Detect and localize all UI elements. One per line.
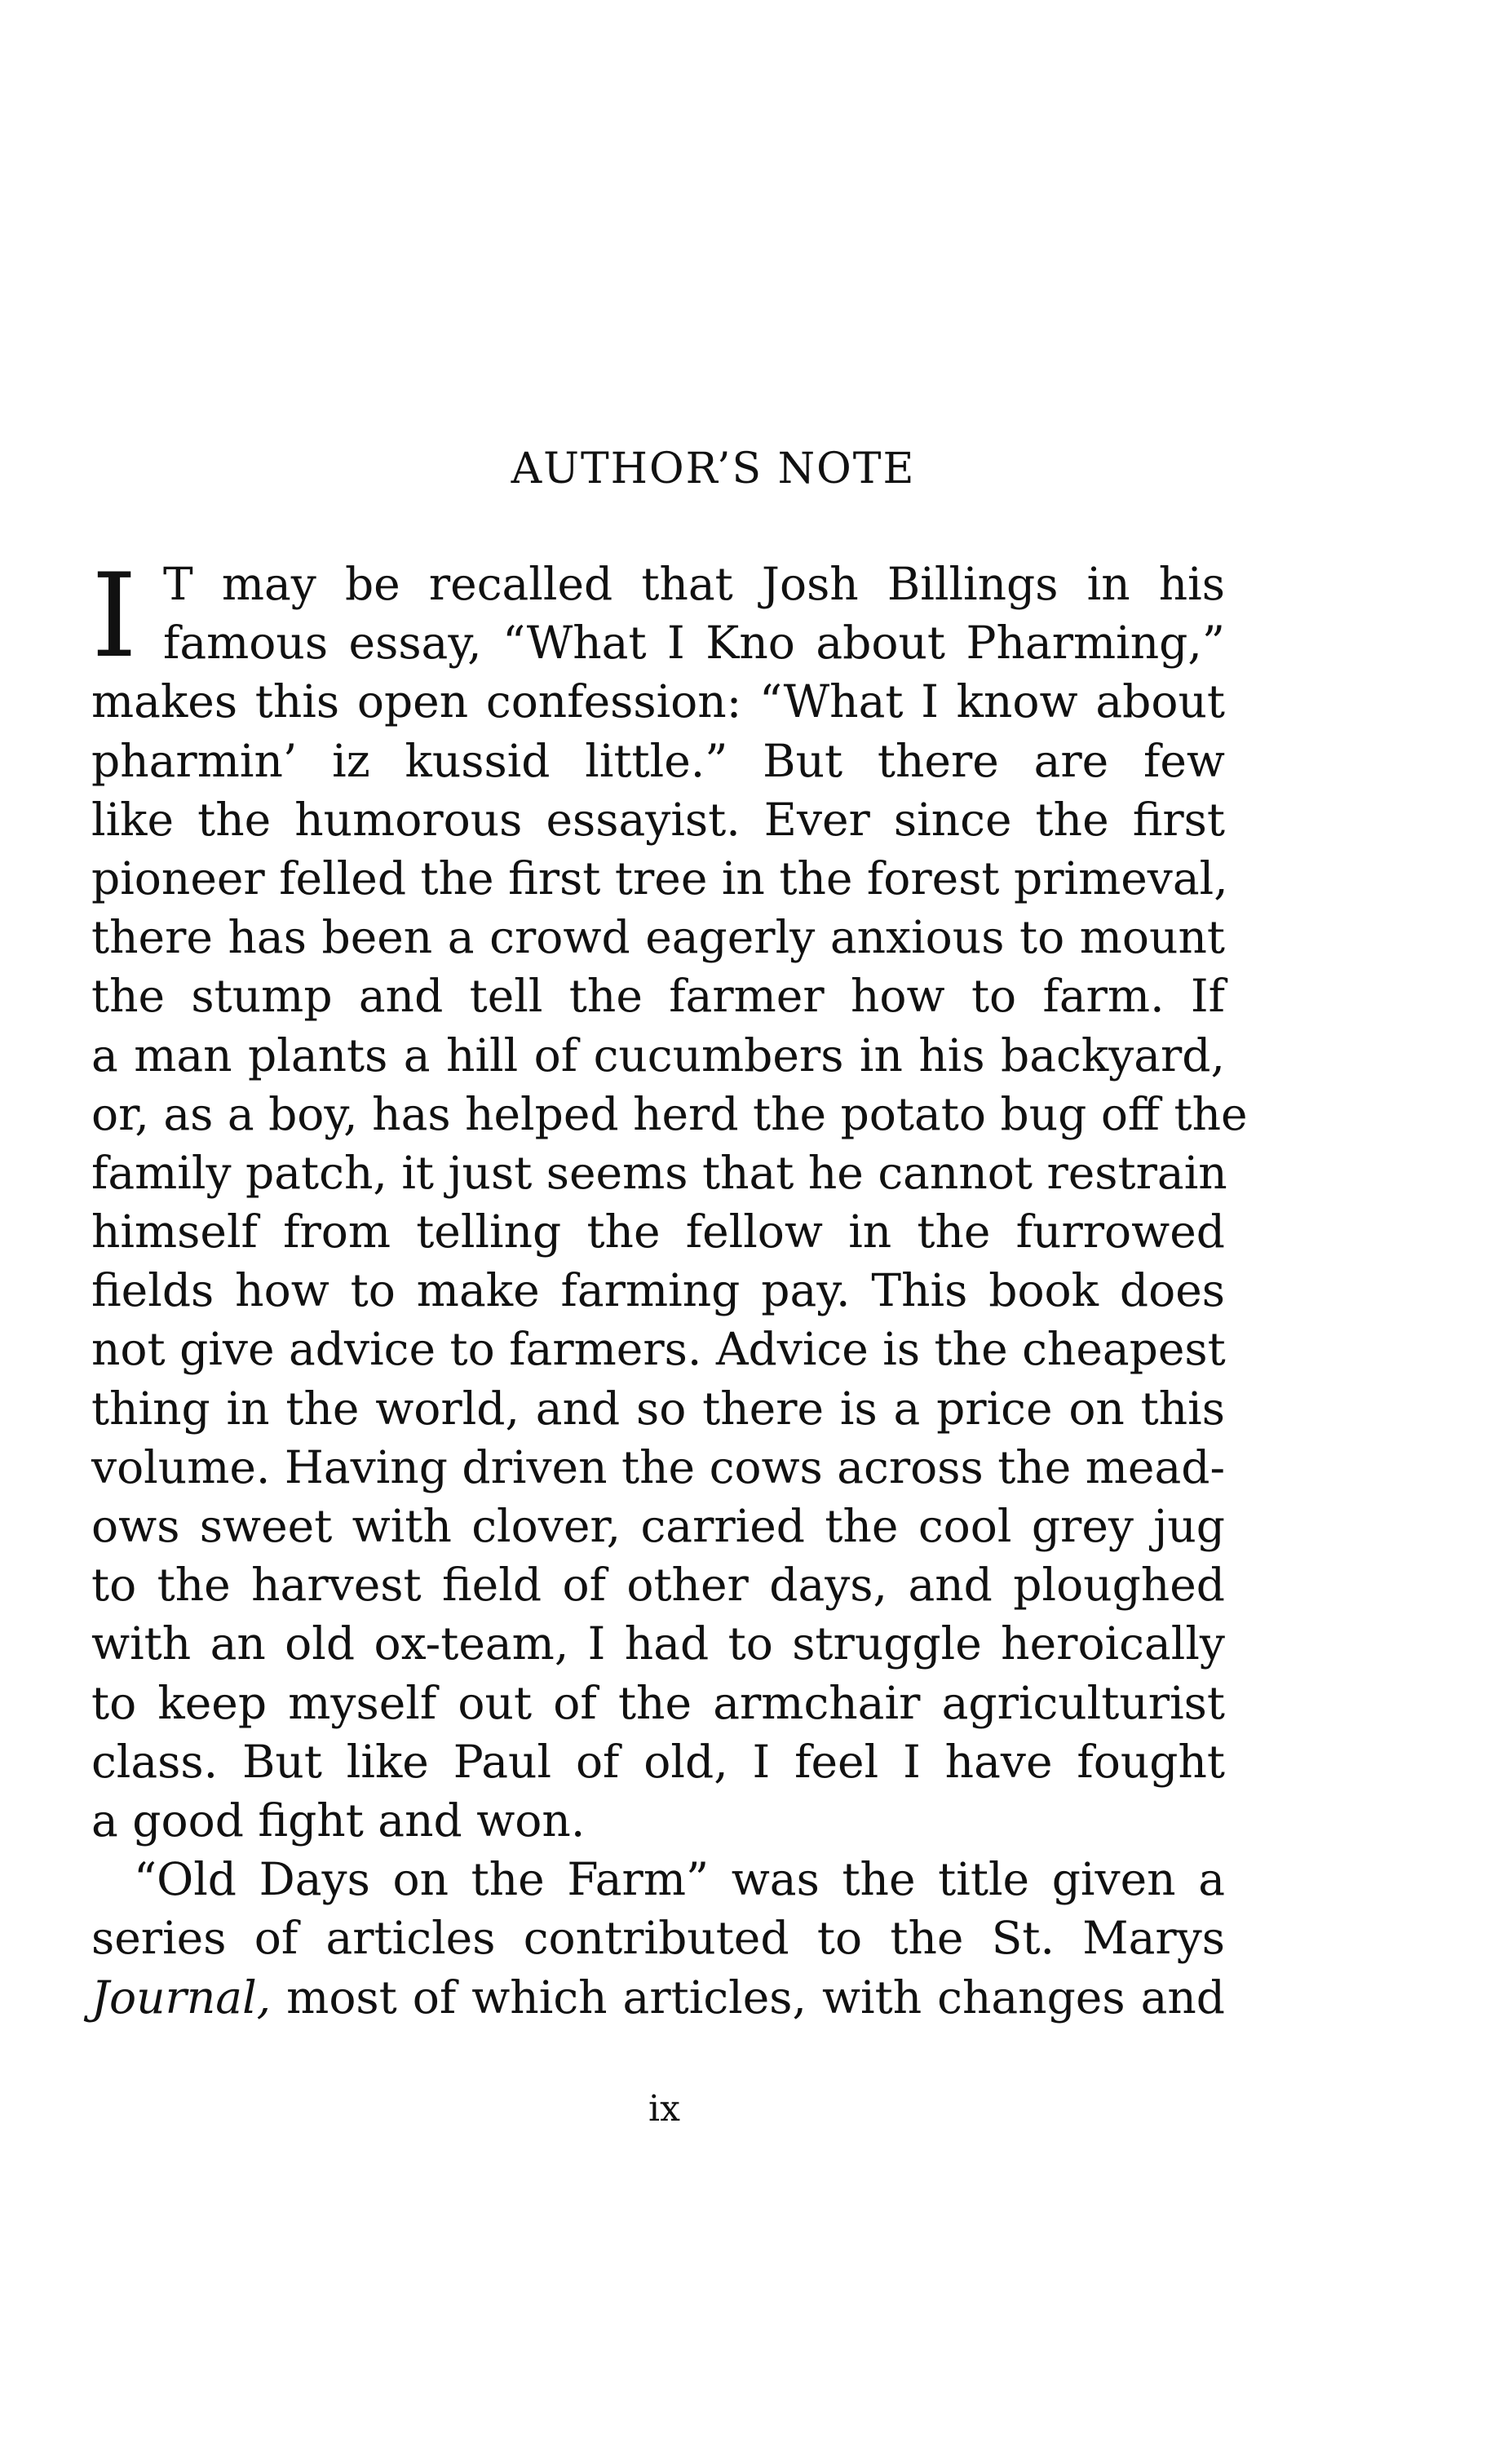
page-number: ix xyxy=(648,2088,680,2130)
text-line: pharmin’ iz kussid little.” But there are few xyxy=(91,734,1225,787)
body-text xyxy=(91,549,1248,2027)
text-line: not give advice to farmers. Advice is the cheapest xyxy=(91,1323,1226,1376)
text-line: volume. Having driven the cows across the mead- xyxy=(91,1440,1226,1493)
text-line: to keep myself out of the armchair agriculturist xyxy=(91,1676,1225,1729)
text-line: with an old ox-team, I had to struggle heroically xyxy=(91,1617,1225,1670)
text-line: makes this open confession: “What I know about xyxy=(91,675,1225,728)
text-line: series of articles contributed to the St. Marys xyxy=(91,1912,1225,1965)
text-line: a good fight and won. xyxy=(91,1794,586,1847)
text-line: there has been a crowd eagerly anxious to mount xyxy=(91,911,1225,964)
text-line: himself from telling the fellow in the furrowed xyxy=(91,1205,1225,1259)
text-line: family patch, it just seems that he cannot restrain xyxy=(91,1146,1227,1199)
text-line: like the humorous essayist. Ever since the first xyxy=(91,793,1225,846)
text-line: thing in the world, and so there is a price on this xyxy=(91,1382,1225,1435)
text-line: fields how to make farming pay. This book does xyxy=(91,1264,1225,1317)
page-heading: AUTHOR’S NOTE xyxy=(511,445,916,493)
text-line: “Old Days on the Farm” was the title given a xyxy=(134,1853,1225,1906)
text-line: or, as a boy, has helped herd the potato bug off the xyxy=(91,1087,1248,1140)
text-line-final-rest: most of which articles, with changes and xyxy=(271,1971,1225,2024)
journal-title: Journal, xyxy=(91,1971,272,2024)
text-line: famous essay, “What I Kno about Pharming,” xyxy=(163,617,1225,670)
text-line: the stump and tell the farmer how to farm. If xyxy=(91,970,1225,1023)
text-line: pioneer felled the first tree in the forest primeval, xyxy=(91,852,1228,905)
text-line: a man plants a hill of cucumbers in his backyard, xyxy=(91,1029,1225,1082)
text-line: to the harvest field of other days, and ploughed xyxy=(91,1559,1225,1612)
text-line-final xyxy=(91,1968,1225,2027)
drop-cap: I xyxy=(91,549,138,683)
text-line: class. But like Paul of old, I feel I have fought xyxy=(91,1735,1225,1788)
text-line: T may be recalled that Josh Billings in his xyxy=(163,558,1225,610)
text-line: ows sweet with clover, carried the cool grey jug xyxy=(91,1500,1225,1552)
